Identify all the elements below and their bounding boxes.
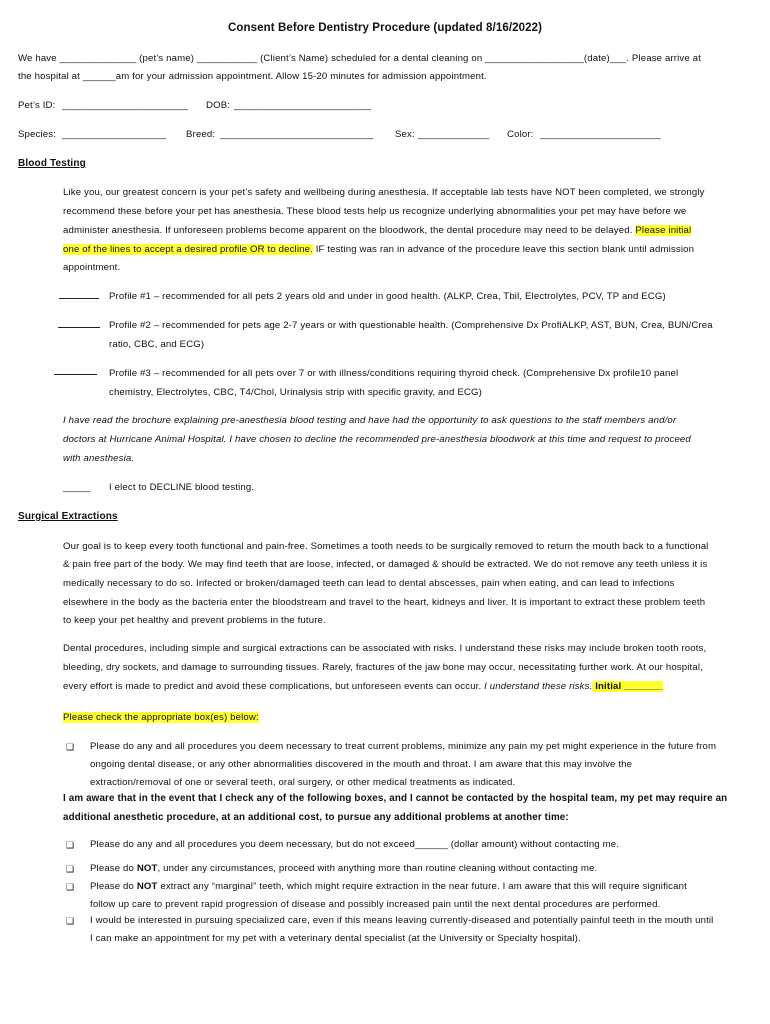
option-4-text: Please do NOT extract any “marginal” teeth, which might require extraction in the near future. I am aware that this will require significant	[90, 881, 687, 892]
surgical-paragraph-line: Our goal is to keep every tooth functional and pain-free. Sometimes a tooth needs to be surgically removed to return the mouth back to a functional	[63, 541, 709, 552]
decline-statement-line: doctors at Hurricane Animal Hospital. I have chosen to decline the recommended pre-anesthesia bloodwork at this time and request to proceed	[63, 434, 691, 445]
profile-3-initial-line[interactable]	[54, 374, 97, 375]
profile-2-text-cont: ratio, CBC, and ECG)	[109, 339, 205, 350]
breed-label: Breed:	[186, 129, 216, 140]
species-field[interactable]: ___________________	[62, 129, 167, 140]
sex-label: Sex:	[395, 129, 415, 140]
surgical-paragraph-line: medically necessary to do so. Infected or broken/damaged teeth can lead to dental abscesses, pain when eating, and can lead to infections	[63, 578, 675, 589]
decline-statement-line: with anesthesia.	[63, 453, 135, 464]
option-4-checkbox[interactable]: ❑	[66, 882, 75, 892]
option-1-text-cont: ongoing dental disease, or any other abnormalities discovered in the mouth and throat. I am aware that this may involve the	[90, 759, 633, 770]
risks-paragraph-line: Dental procedures, including simple and surgical extractions can be associated with risks. I understand these risks may include broken tooth roots,	[63, 643, 707, 654]
profile-3-text: Profile #3 – recommended for all pets over 7 or with illness/conditions requiring thyroid check. (Comprehensive Dx profile10 panel	[109, 368, 679, 379]
surgical-paragraph-line: elsewhere in the body as the bacteria enter the bloodstream and travel to the heart, kidneys and liver. It is important to extract these problem teeth	[63, 597, 706, 608]
option-5-checkbox[interactable]: ❑	[66, 916, 75, 926]
dob-label: DOB:	[206, 100, 231, 111]
color-field[interactable]: ______________________	[540, 129, 661, 140]
dob-field[interactable]: _________________________	[234, 100, 372, 111]
decline-statement-line: I have read the brochure explaining pre-anesthesia blood testing and have had the opportunity to ask questions to the staff members and/or	[63, 415, 677, 426]
profile-2-initial-line[interactable]	[58, 327, 100, 328]
option-1-checkbox[interactable]: ❑	[66, 742, 75, 752]
breed-field[interactable]: ____________________________	[220, 129, 374, 140]
intro-line-1: We have ______________ (pet’s name) ___________ (Client’s Name) scheduled for a dental cleaning on __________________(date)___. Please arrive at	[18, 53, 701, 64]
option-5-text-cont: I can make an appointment for my pet with a veterinary dental specialist (at the University or Specialty hospital).	[90, 933, 581, 944]
decline-initial-field[interactable]: _____	[63, 482, 91, 493]
option-3-checkbox[interactable]: ❑	[66, 864, 75, 874]
blood-paragraph-line: one of the lines to accept a desired profile OR to decline. IF testing was ran in advance of the procedure leave this section blank until admission	[63, 244, 695, 255]
surgical-extractions-heading: Surgical Extractions	[18, 511, 118, 522]
option-1-text-cont: extraction/removal of one or several teeth, oral surgery, or other medical treatments as indicated.	[90, 777, 516, 788]
page-title: Consent Before Dentistry Procedure (updated 8/16/2022)	[227, 22, 543, 34]
option-4-text-cont: follow up care to prevent rapid progression of disease and possibly increased pain until the next dental procedures are performed.	[90, 899, 661, 910]
additional-procedure-notice: additional anesthetic procedure, at an additional cost, to pursue any additional problems at another time:	[63, 812, 569, 823]
blood-paragraph-line: Like you, our greatest concern is your pet’s safety and wellbeing during anesthesia. If acceptable lab tests have NOT been completed, we strongly	[63, 187, 705, 198]
additional-procedure-notice: I am aware that in the event that I check any of the following boxes, and I cannot be contacted by the hospital team, my pet may require an	[63, 793, 728, 804]
profile-2-text: Profile #2 – recommended for pets age 2-7 years or with questionable health. (Comprehensive Dx ProfiALKP, AST, BUN, Crea, BUN/Crea	[109, 320, 713, 331]
initial-instruction-highlight: Please initial	[635, 225, 692, 236]
profile-1-initial-line[interactable]	[59, 298, 99, 299]
sex-field[interactable]: _____________	[418, 129, 490, 140]
option-2-text: Please do any and all procedures you deem necessary, but do not exceed______ (dollar amount) without contacting me.	[90, 839, 620, 850]
blood-paragraph-line: appointment.	[63, 262, 121, 273]
pet-id-label: Pet’s ID:	[18, 100, 56, 111]
intro-line-2: the hospital at ______am for your admission appointment. Allow 15-20 minutes for admission appointment.	[18, 71, 487, 82]
species-label: Species:	[18, 129, 56, 140]
understand-risks-text: I understand these risks.	[484, 681, 593, 692]
risks-paragraph-line: bleeding, dry sockets, and damage to surrounding tissues. Rarely, fractures of the jaw bone may occur, necessitating further work. At our hospital,	[63, 662, 703, 673]
pet-id-field[interactable]: _______________________	[62, 100, 189, 111]
option-3-text: Please do NOT, under any circumstances, proceed with anything more than routine cleaning without contacting me.	[90, 863, 598, 874]
profile-1-text: Profile #1 – recommended for all pets 2 years old and under in good health. (ALKP, Crea, Tbil, Electrolytes, PCV, TP and ECG)	[109, 291, 666, 302]
decline-blood-testing-text: I elect to DECLINE blood testing.	[109, 482, 255, 493]
option-2-checkbox[interactable]: ❑	[66, 840, 75, 850]
blood-testing-heading: Blood Testing	[18, 158, 86, 169]
surgical-paragraph-line: & pain free part of the body. We may find teeth that are loose, infected, or damaged & should be extracted. We do not remove any teeth unless it is	[63, 559, 708, 570]
blood-paragraph-line: administer anesthesia. If unforeseen problems become apparent on the bloodwork, the dental procedure may need to be delayed. Please initial	[63, 225, 692, 236]
initial-instruction-highlight: one of the lines to accept a desired profile OR to decline.	[63, 244, 313, 255]
blood-paragraph-line: recommend these before your pet has anesthesia. These blood tests help us recognize underlying abnormalities your pet may have before we	[63, 206, 687, 217]
option-5-text: I would be interested in pursuing specialized care, even if this means leaving currently-diseased and potentially painful teeth in the mouth until	[90, 915, 714, 926]
option-1-text: Please do any and all procedures you deem necessary to treat current problems, minimize any pain my pet might experience in the future from	[90, 741, 717, 752]
profile-3-text-cont: chemistry, Electrolytes, CBC, T4/Chol, Urinalysis strip with specific gravity, and ECG)	[109, 387, 482, 398]
risks-initial-field[interactable]: Initial _______	[592, 681, 663, 692]
surgical-paragraph-line: to keep your pet healthy and prevent problems in the future.	[63, 615, 326, 626]
color-label: Color:	[507, 129, 534, 140]
risks-paragraph-line: every effort is made to predict and avoid these complications, but unforeseen events can occur. I understand these risks. Initial _______	[63, 681, 663, 692]
check-instruction: Please check the appropriate box(es) below:	[63, 712, 259, 723]
